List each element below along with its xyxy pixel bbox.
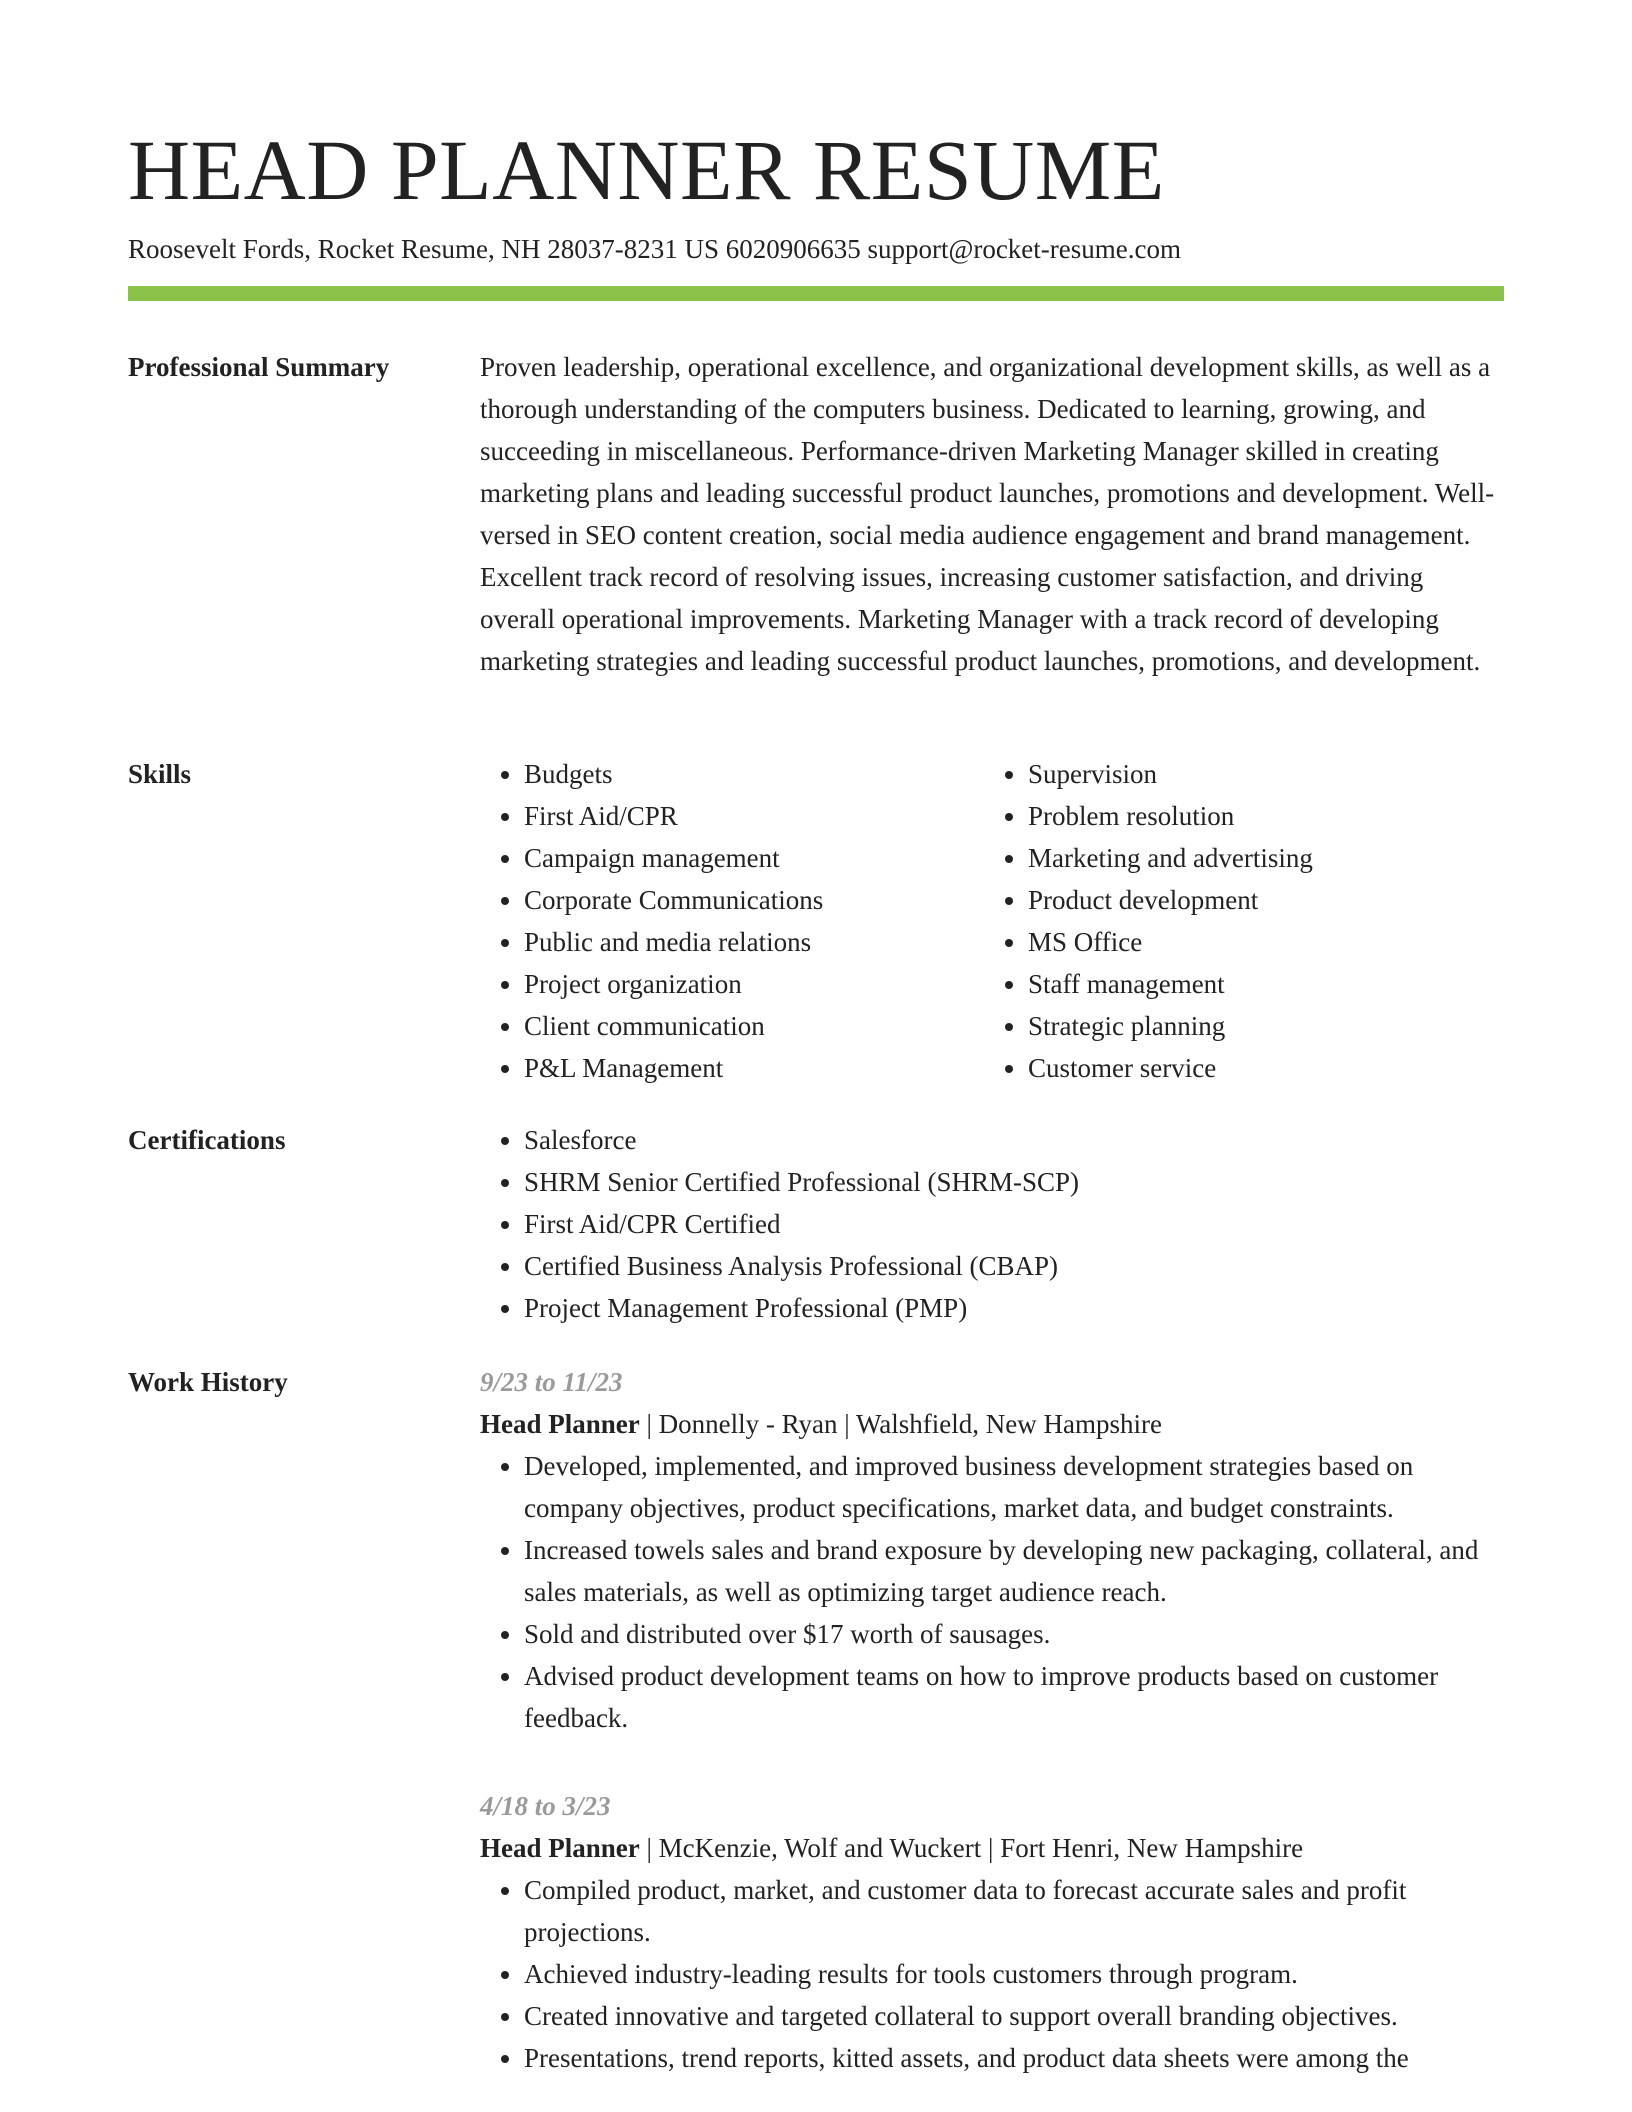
skills-label: Skills [128, 759, 192, 789]
skills-column-right [984, 753, 1488, 1089]
job-employer-location: | McKenzie, Wolf and Wuckert | Fort Henri, New Hampshire [639, 1833, 1304, 1863]
contact-info: Roosevelt Fords, Rocket Resume, NH 28037-8231 US 6020906635 support@rocket-resume.com [128, 234, 1181, 264]
header-divider [128, 286, 1504, 301]
certifications-body [480, 1119, 1504, 1329]
job-date: 4/18 to 3/23 [480, 1791, 611, 1821]
job-duty-item: • Achieved industry-leading results for tools customers through program. [524, 1953, 1504, 1995]
job-heading [480, 1403, 1504, 1445]
skill-item: • Problem resolution [1028, 795, 1488, 837]
job-entry [480, 1361, 1504, 1739]
job-duty-item: • Created innovative and targeted collateral to support overall branding objectives. [524, 1995, 1504, 2037]
job-duty-item: • Advised product development teams on how to improve products based on customer feedback. [524, 1655, 1504, 1739]
job-employer-location: | Donnelly - Ryan | Walshfield, New Hampshire [639, 1409, 1162, 1439]
certification-item: • SHRM Senior Certified Professional (SHRM-SCP) [524, 1161, 1504, 1203]
skill-item: • P&L Management [524, 1047, 984, 1089]
summary-label: Professional Summary [128, 352, 390, 382]
skill-item: • Campaign management [524, 837, 984, 879]
certification-item: • Certified Business Analysis Professional (CBAP) [524, 1245, 1504, 1287]
skills-column-left [480, 753, 984, 1089]
skill-item: • Strategic planning [1028, 1005, 1488, 1047]
skill-item: • Project organization [524, 963, 984, 1005]
skill-item: • Corporate Communications [524, 879, 984, 921]
certifications-label: Certifications [128, 1125, 286, 1155]
skills-body [480, 753, 1504, 1089]
summary-body [480, 346, 1504, 682]
job-duty-item: • Developed, implemented, and improved business development strategies based on company objectives, product specifications, market data, and budget constraints. [524, 1445, 1504, 1529]
job-date: 9/23 to 11/23 [480, 1367, 623, 1397]
skill-item: • Marketing and advertising [1028, 837, 1488, 879]
skill-item: • Supervision [1028, 753, 1488, 795]
job-duty-item: • Sold and distributed over $17 worth of sausages. [524, 1613, 1504, 1655]
work-history-label: Work History [128, 1367, 288, 1397]
skill-item: • Client communication [524, 1005, 984, 1047]
job-title: Head Planner [480, 1409, 640, 1439]
job-duty-item: • Compiled product, market, and customer data to forecast accurate sales and profit projections. [524, 1869, 1504, 1953]
skill-item: • Customer service [1028, 1047, 1488, 1089]
job-duties [480, 1445, 1504, 1739]
skill-item: • Public and media relations [524, 921, 984, 963]
job-duty-item: • Increased towels sales and brand exposure by developing new packaging, collateral, and sales materials, as well as optimizing target audience reach. [524, 1529, 1504, 1613]
certification-item: • First Aid/CPR Certified [524, 1203, 1504, 1245]
job-duties [480, 1869, 1504, 2079]
skills-grid [480, 753, 1504, 1089]
job-entry [480, 1785, 1504, 2079]
skill-item: • MS Office [1028, 921, 1488, 963]
skill-item: • Product development [1028, 879, 1488, 921]
certification-item: • Salesforce [524, 1119, 1504, 1161]
skill-item: • First Aid/CPR [524, 795, 984, 837]
job-heading [480, 1827, 1504, 1869]
summary-text: Proven leadership, operational excellence, and organizational development skills, as well as a thorough understanding of the computers business. Dedicated to learning, growing, and succeeding in miscellaneous. Performance-driven Marketing Manager skilled in creating marketing plans and leading successful product launches, promotions and development. Well-versed in SEO content creation, social media audience engagement and brand management. Excellent track record of resolving issues, increasing customer satisfaction, and driving overall operational improvements. Marketing Manager with a track record of developing marketing strategies and leading successful product launches, promotions, and development. [480, 352, 1495, 676]
job-title: Head Planner [480, 1833, 640, 1863]
resume-title: HEAD PLANNER RESUME [128, 122, 1165, 218]
skill-item: • Staff management [1028, 963, 1488, 1005]
certification-item: • Project Management Professional (PMP) [524, 1287, 1504, 1329]
job-duty-item: • Presentations, trend reports, kitted assets, and product data sheets were among the [524, 2037, 1504, 2079]
skill-item: • Budgets [524, 753, 984, 795]
